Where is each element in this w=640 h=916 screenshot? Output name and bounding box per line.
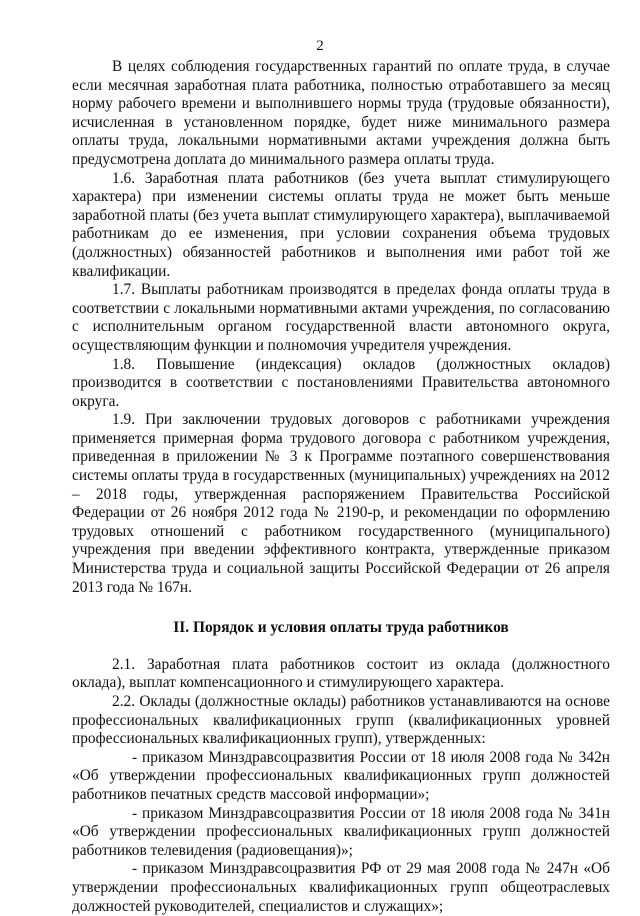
paragraph-2-1: 2.1. Заработная плата работников состоит из оклада (должностного оклада), выплат компенсационного и стимулирующего характера. [72,655,610,692]
paragraph-1-7: 1.7. Выплаты работникам производятся в пределах фонда оплаты труда в соответствии с локальными нормативными актами учреждения, по согласованию с исполнительным органом государственной власти автономного округа, осуществляющим функции и полномочия учредителя учреждения. [72,281,610,354]
section-heading: II. Порядок и условия оплаты труда работников [173,619,509,637]
paragraph-1-8: 1.8. Повышение (индексация) окладов (должностных окладов) производится в соответствии с постановлениями Правительства автономного округа. [72,355,610,410]
paragraph-1-6: 1.6. Заработная плата работников (без учета выплат стимулирующего характера) при изменении системы оплаты труда не может быть меньше заработной платы (без учета выплат стимулирующего характера), выплачиваемой работникам до ее изменения, при условии сохранения объема трудовых (должностных) обязанностей работников и выполнения ими работ той же квалификации. [72,169,610,280]
paragraph-2-2: 2.2. Оклады (должностные оклады) работников устанавливаются на основе профессиональных квалификационных групп (квалификационных уровней профессиональных квалификационных групп), утвержденных: [72,693,610,748]
list-item-order-247n: - приказом Минздравсоцразвития РФ от 29 мая 2008 года № 247н «Об утверждении профессиональных квалификационных групп общеотраслевых должностей руководителей, специалистов и служащих»; [72,860,610,915]
document-body [72,58,610,916]
paragraph-minimum-wage: В целях соблюдения государственных гарантий по оплате труда, в случае если месячная заработная плата работника, полностью отработавшего за месяц норму рабочего времени и выполнившего нормы труда (трудовые обязанности), исчисленная в установленном порядке, будет ниже минимального размера оплаты труда, локальными нормативными актами учреждения должна быть предусмотрена доплата до минимального размера оплаты труда. [72,58,610,168]
page-number: 2 [316,38,324,54]
list-item-order-342n: - приказом Минздравсоцразвития России от 18 июля 2008 года № 342н «Об утверждении профессиональных квалификационных групп должностей работников печатных средств массовой информации»; [72,748,610,803]
paragraph-1-9: 1.9. При заключении трудовых договоров с работниками учреждения применяется примерная форма трудового договора с работником учреждения, приведенная в приложении № 3 к Программе поэтапного совершенствования системы оплаты труда в государственных (муниципальных) учреждениях на 2012 – 2018 годы, утвержденная распоряжением Правительства Российской Федерации от 26 ноября 2012 года № 2190-р, и рекомендации по оформлению трудовых отношений с работником государственного (муниципального) учреждения при введении эффективного контракта, утвержденные приказом Министерства труда и социальной защиты Российской Федерации от 26 апреля 2013 года № 167н. [72,411,610,596]
list-item-order-341n: - приказом Минздравсоцразвития России от 18 июля 2008 года № 341н «Об утверждении профессиональных квалификационных групп должностей работников телевидения (радиовещания)»; [72,804,610,859]
